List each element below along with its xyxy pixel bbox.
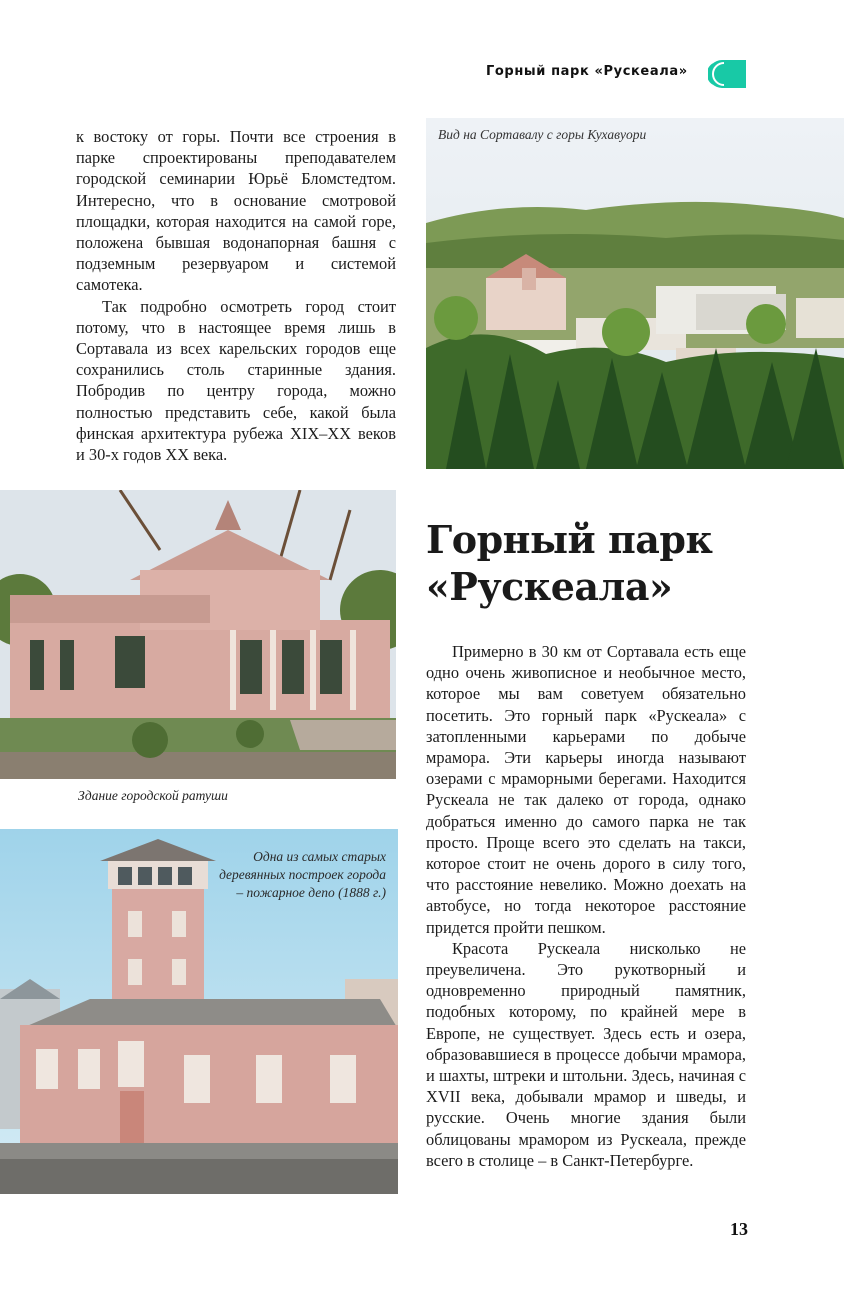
section-title [426, 516, 826, 610]
page-number: 13 [730, 1219, 748, 1239]
section-paragraph-1: Примерно в 30 км от Сортавала есть еще одно очень живописное и необычное место, которое мы вам советуем обязательно посетить. Это горный парк «Рускеала» с затопленными карьерами по добыче мрамора. Эти карьеры иногда называют озерами с мраморными берегами. Находится Рускеала не так далеко от города, однако добраться именно до самого парка не так просто. Проще всего это сделать на такси, которое стоит не очень дорого в силу того, что расстояние невелико. Можно доехать на автобусе, но тогда некоторое расстояние придется пройти пешком. [426, 642, 746, 937]
sortavala-view-photo [426, 118, 844, 469]
left-paragraph-2: Так подробно осмотреть город стоит потому, что в настоящее время лишь в Сортавала из всех карельских городов еще сохранились столь старинные здания. Побродив по центру города, можно полностью представить себе, какой была финская архитектура рубежа XIX–XX веков и 30-х годов XX века. [76, 296, 396, 465]
sortavala-view-caption: Вид на Сортавалу с горы Кухавуори [438, 127, 647, 142]
running-head-title: Горный парк «Рускеала» [486, 64, 688, 79]
left-column-text [76, 126, 396, 465]
town-hall-photo [0, 490, 396, 779]
section-paragraph-2: Красота Рускеала нисколько не преувеличена. Это рукотворный и одновременно природный памятник, подобных которому, по крайней мере в Европе, не существует. Здесь есть и озера, образовавшиеся в процессе добычи мрамора, и шахты, штреки и штольни. Здесь, начиная с XVII века, добывали мрамор и шведы, и русские. Очень многие здания были облицованы мрамором из Рускеала, прежде всего в столице – в Санкт-Петербурге. [426, 938, 746, 1170]
section-title-line-2: «Рускеала» [426, 564, 673, 609]
fire-station-caption: Одна из самых старых деревянных построек города – пожарное депо (1888 г.) [219, 849, 386, 900]
left-paragraph-1: к востоку от горы. Почти все строения в парке спроектированы преподавателем городской семинарии Юрьё Бломстедтом. Интересно, что в основание смотровой площадки, которая находится на самой горе, положена бывшая водонапорная башня с подземным резервуаром и системой самотека. [76, 127, 396, 295]
chapter-marker-icon [708, 58, 746, 90]
section-title-line-1: Горный парк [426, 517, 713, 562]
town-hall-caption: Здание городской ратуши [78, 788, 228, 803]
section-body-text [426, 641, 746, 1171]
